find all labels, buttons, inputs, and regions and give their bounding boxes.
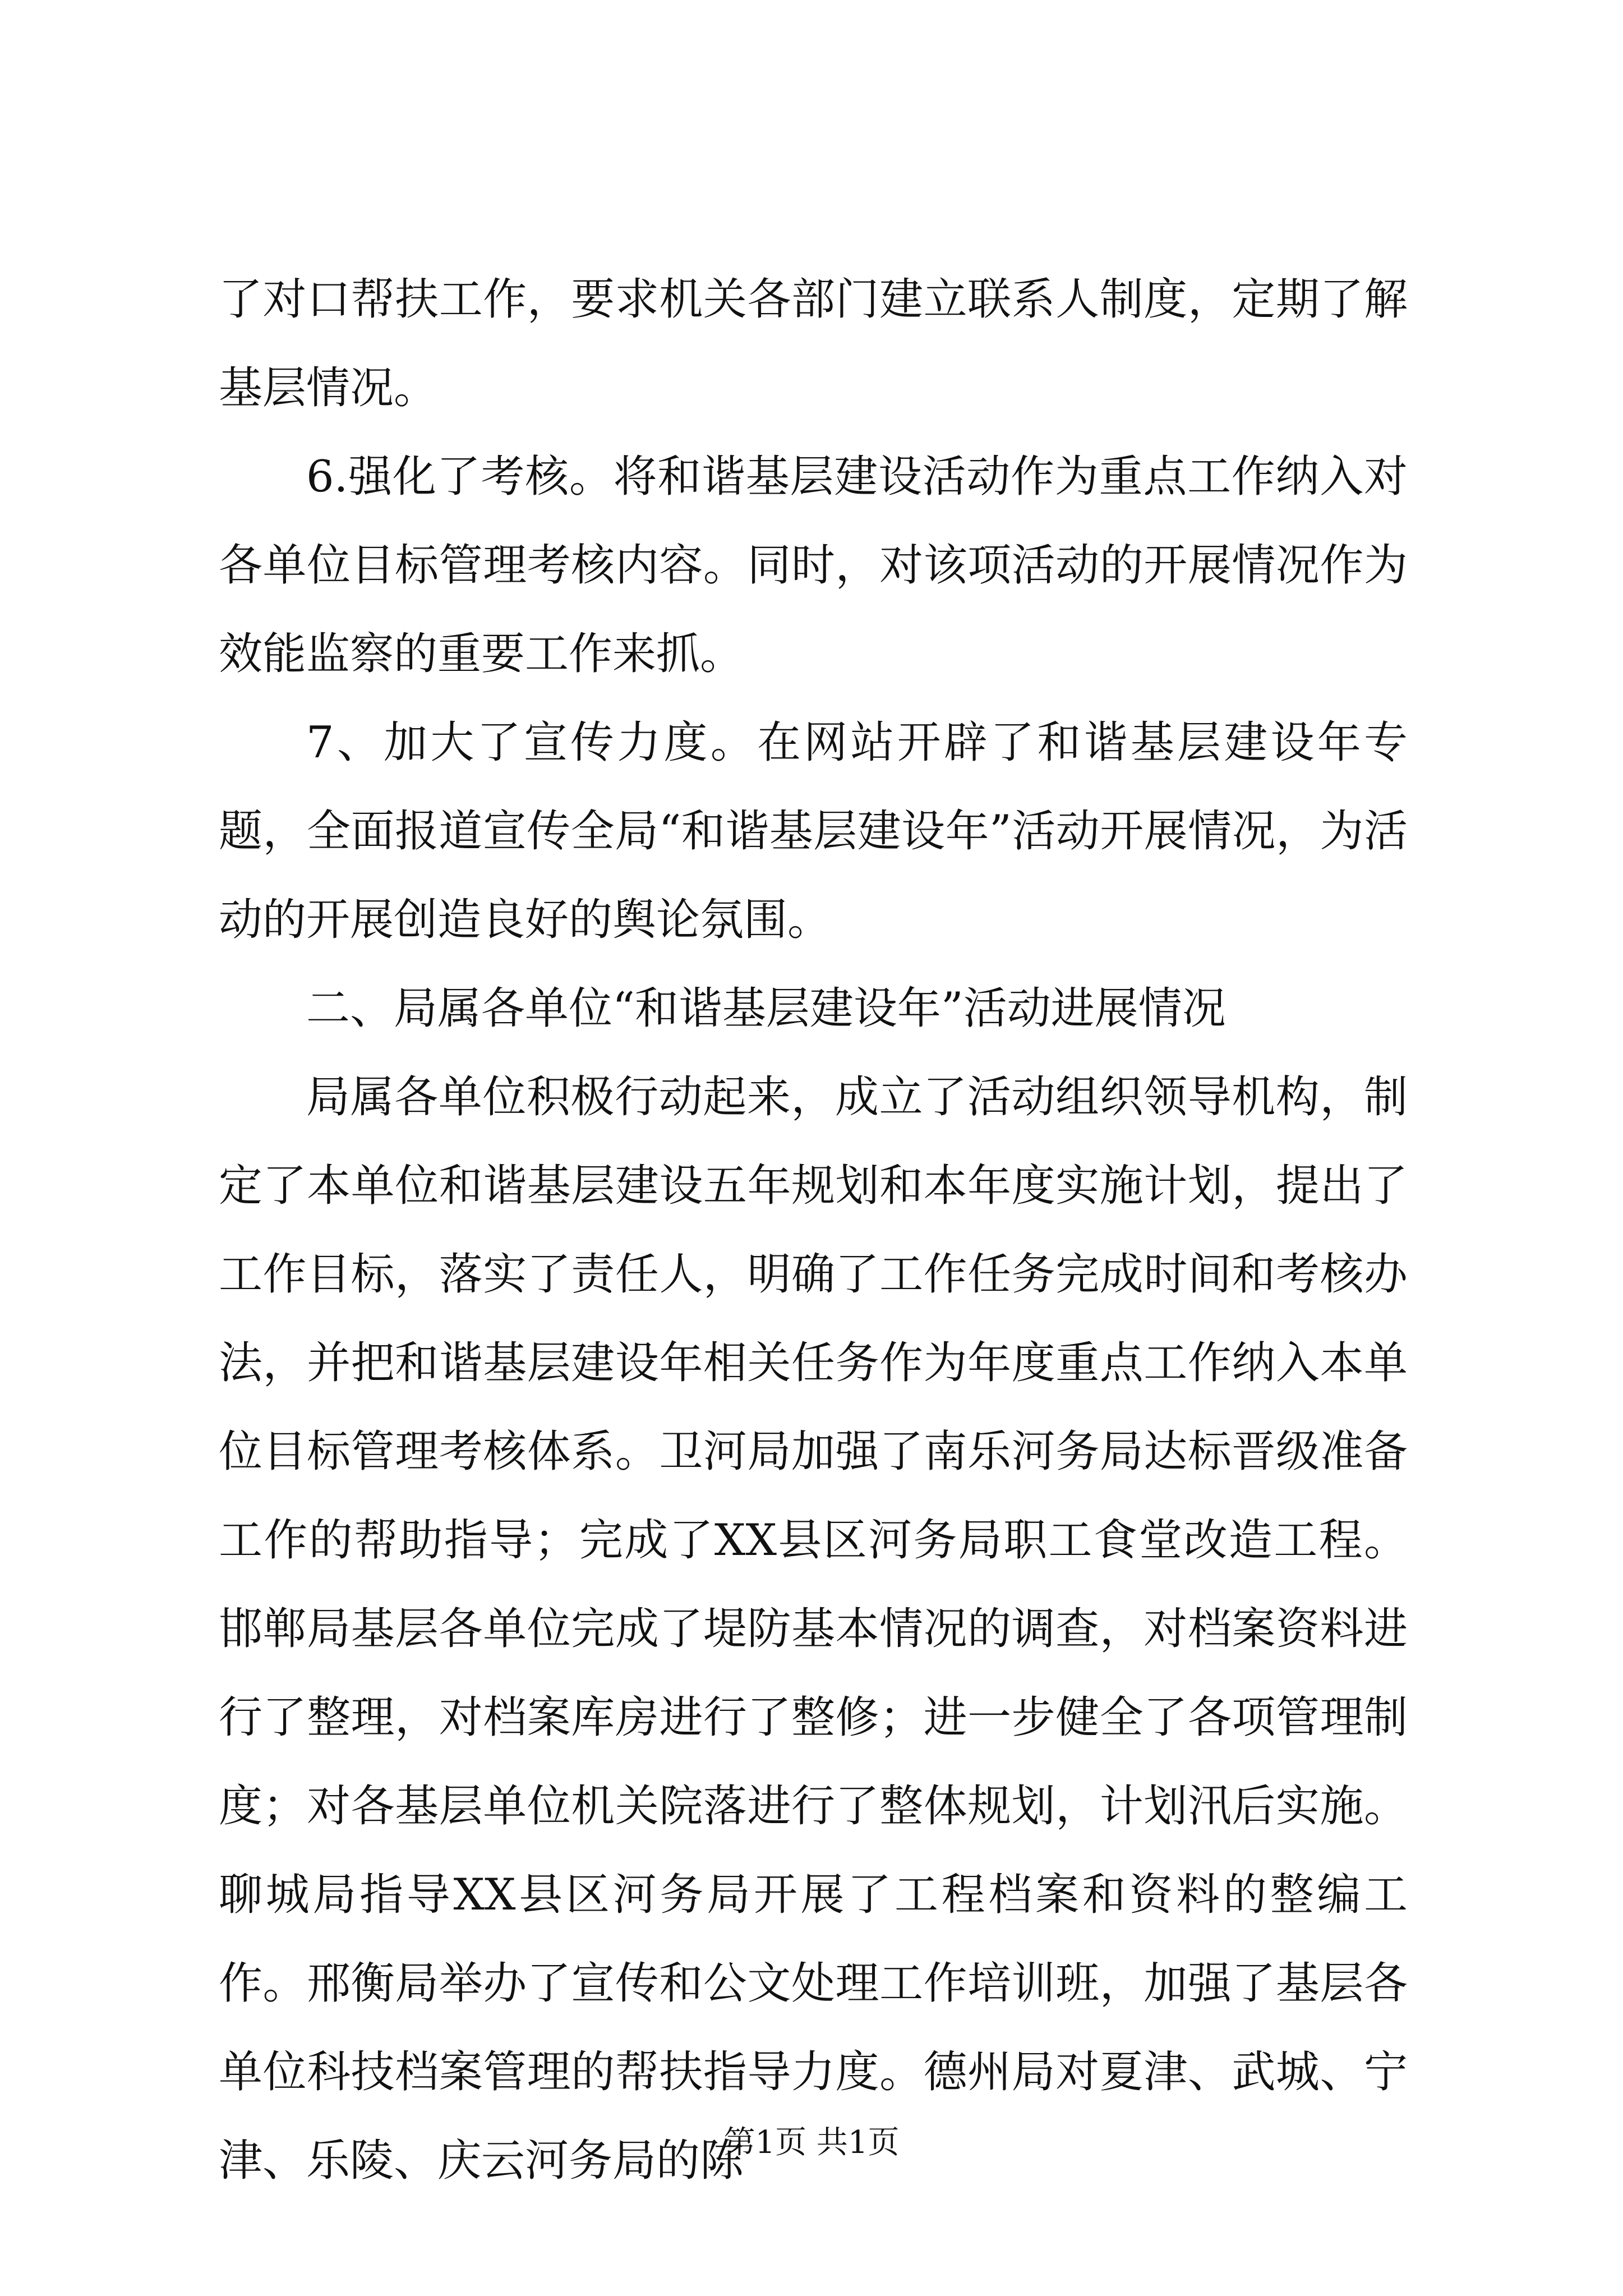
paragraph-item-6: 6.强化了考核。将和谐基层建设活动作为重点工作纳入对各单位目标管理考核内容。同时，对该项活动的开展情况作为效能监察的重要工作来抓。 <box>219 452 1408 679</box>
paragraph-item-7: 7、加大了宣传力度。在网站开辟了和谐基层建设年专题，全面报道宣传全局“和谐基层建设年”活动开展情况，为活动的开展创造良好的舆论氛围。 <box>219 717 1408 945</box>
section-heading-2: 二、局属各单位“和谐基层建设年”活动进展情况 <box>306 983 1226 1034</box>
paragraph-continuation: 了对口帮扶工作，要求机关各部门建立联系人制度，定期了解基层情况。 <box>219 274 1408 413</box>
paragraph-section-2-body: 局属各单位积极行动起来，成立了活动组织领导机构，制定了本单位和谐基层建设五年规划和本年度实施计划，提出了工作目标，落实了责任人，明确了工作任务完成时间和考核办法，并把和谐基层建设年相关任务作为年度重点工作纳入本单位目标管理考核体系。卫河局加强了南乐河务局达标晋级准备工作的帮助指导；完成了XX县区河务局职工食堂改造工程。邯郸局基层各单位完成了堤防基本情况的调查，对档案资料进行了整理，对档案库房进行了整修；进一步健全了各项管理制度；对各基层单位机关院落进行了整体规划，计划汛后实施。聊城局指导XX县区河务局开展了工程档案和资料的整编工作。邢衡局举办了宣传和公文处理工作培训班，加强了基层各单位科技档案管理的帮扶指导力度。德州局对夏津、武城、宁津、乐陵、庆云河务局的陈 <box>219 1072 1408 2186</box>
document-body <box>219 255 1408 2205</box>
page-footer: 第1页 共1页 <box>723 2124 900 2161</box>
